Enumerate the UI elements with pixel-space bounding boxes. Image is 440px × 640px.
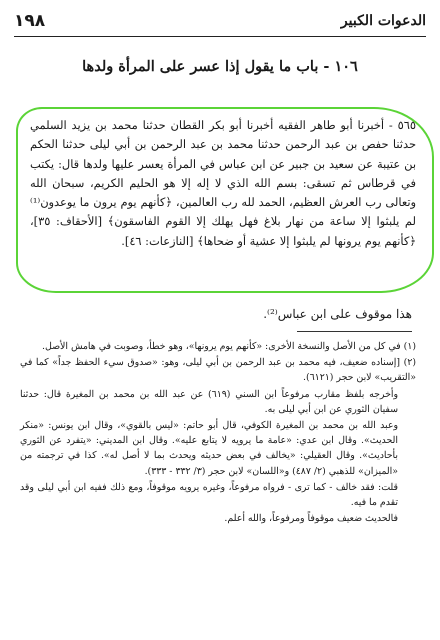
footnotes: [20, 339, 416, 527]
footnote-2-continued: وأخرجه بلفظ مقارب مرفوعاً ابن السني (٦١٩) عن عبد الله بن محمد بن المغيرة قال: حدثنا سفيان الثوري عن ابن أبي ليلى به.: [20, 388, 399, 415]
mawquf-note: هذا موقوف على ابن عباس⁽²⁾.: [263, 307, 412, 321]
page-header: [14, 8, 426, 34]
page-number: ١٩٨: [14, 11, 46, 31]
hadith-text: ٥٦٥ - أخبرنا أبو طاهر الفقيه أخبرنا أبو بكر القطان حدثنا محمد بن يزيد السلمي حدثنا حفص بن عبد الرحمن حدثنا محمد بن عبد الرحمن بن أبي ليلى حدثنا الحكم بن عتيبة عن سعيد بن جبير عن ابن عباس في المرأة يعسر عليها ولدها قال: يكتب في قرطاس ثم تسقى: بسم الله الذي لا إله إلا هو الحليم الكريم، سبحان الله وتعالى رب العرش العظيم، الحمد لله رب العالمين، ﴿كأنهم يوم يرون ما يوعدون⁽¹⁾ لم يلبثوا إلا ساعة من نهار بلاغ فهل يهلك إلا القوم الفاسقون﴾ [الأحقاف: ٣٥]، ﴿كأنهم يوم يرونها لم يلبثوا إلا عشية أو ضحاها﴾ [النازعات: ٤٦].: [30, 118, 416, 248]
footnote-1: (١) في كل من الأصل والنسخة الأخرى: «كأنهم يوم يرونها»، وهو خطأ، وصوبت في هامش الأصل.: [41, 341, 416, 352]
footnote-2-conclusion: فالحديث ضعيف موقوفاً ومرفوعاً، والله أعلم.: [224, 513, 398, 525]
chapter-title: ١٠٦ - باب ما يقول إذا عسر على المرأة ولدها: [82, 58, 358, 75]
footnote-2-author-remark: قلت: فقد خالف - كما ترى - فرواه مرفوعاً، وغيره يرويه موقوفاً، ومع ذلك ففيه ابن أبي ليلى وقد تقدم ما فيه.: [20, 481, 398, 509]
header-divider: [14, 36, 426, 37]
footnote-2-narrator-critique: وعبد الله بن محمد بن المغيرة الكوفي، قال أبو حاتم: «ليس بالقوي»، وقال ابن يونس: «منكر الحديث». وقال ابن عدي: «عامة ما يرويه لا يتابع عليه». وقال ابن المديني: «يتفرد عن الثوري بأحاديث». وقال العقيلي: «يخالف في بعض حديثه ويحدث بما لا أصل له». كذا في ترجمته من «الميزان» للذهبي (٢/ ٤٨٧) و«اللسان» لابن حجر (٣/ ٣٣٢ - ٣٣٣).: [20, 420, 398, 477]
book-title: الدعوات الكبير: [340, 13, 426, 29]
footnote-2: (٢) [إسناده ضعيف، فيه محمد بن عبد الرحمن بن أبي ليلى، وهو: «صدوق سيء الحفظ جداً» كما في «التقريب» لابن حجر (٦١٢١).: [20, 357, 416, 384]
footnote-divider: [297, 331, 412, 332]
